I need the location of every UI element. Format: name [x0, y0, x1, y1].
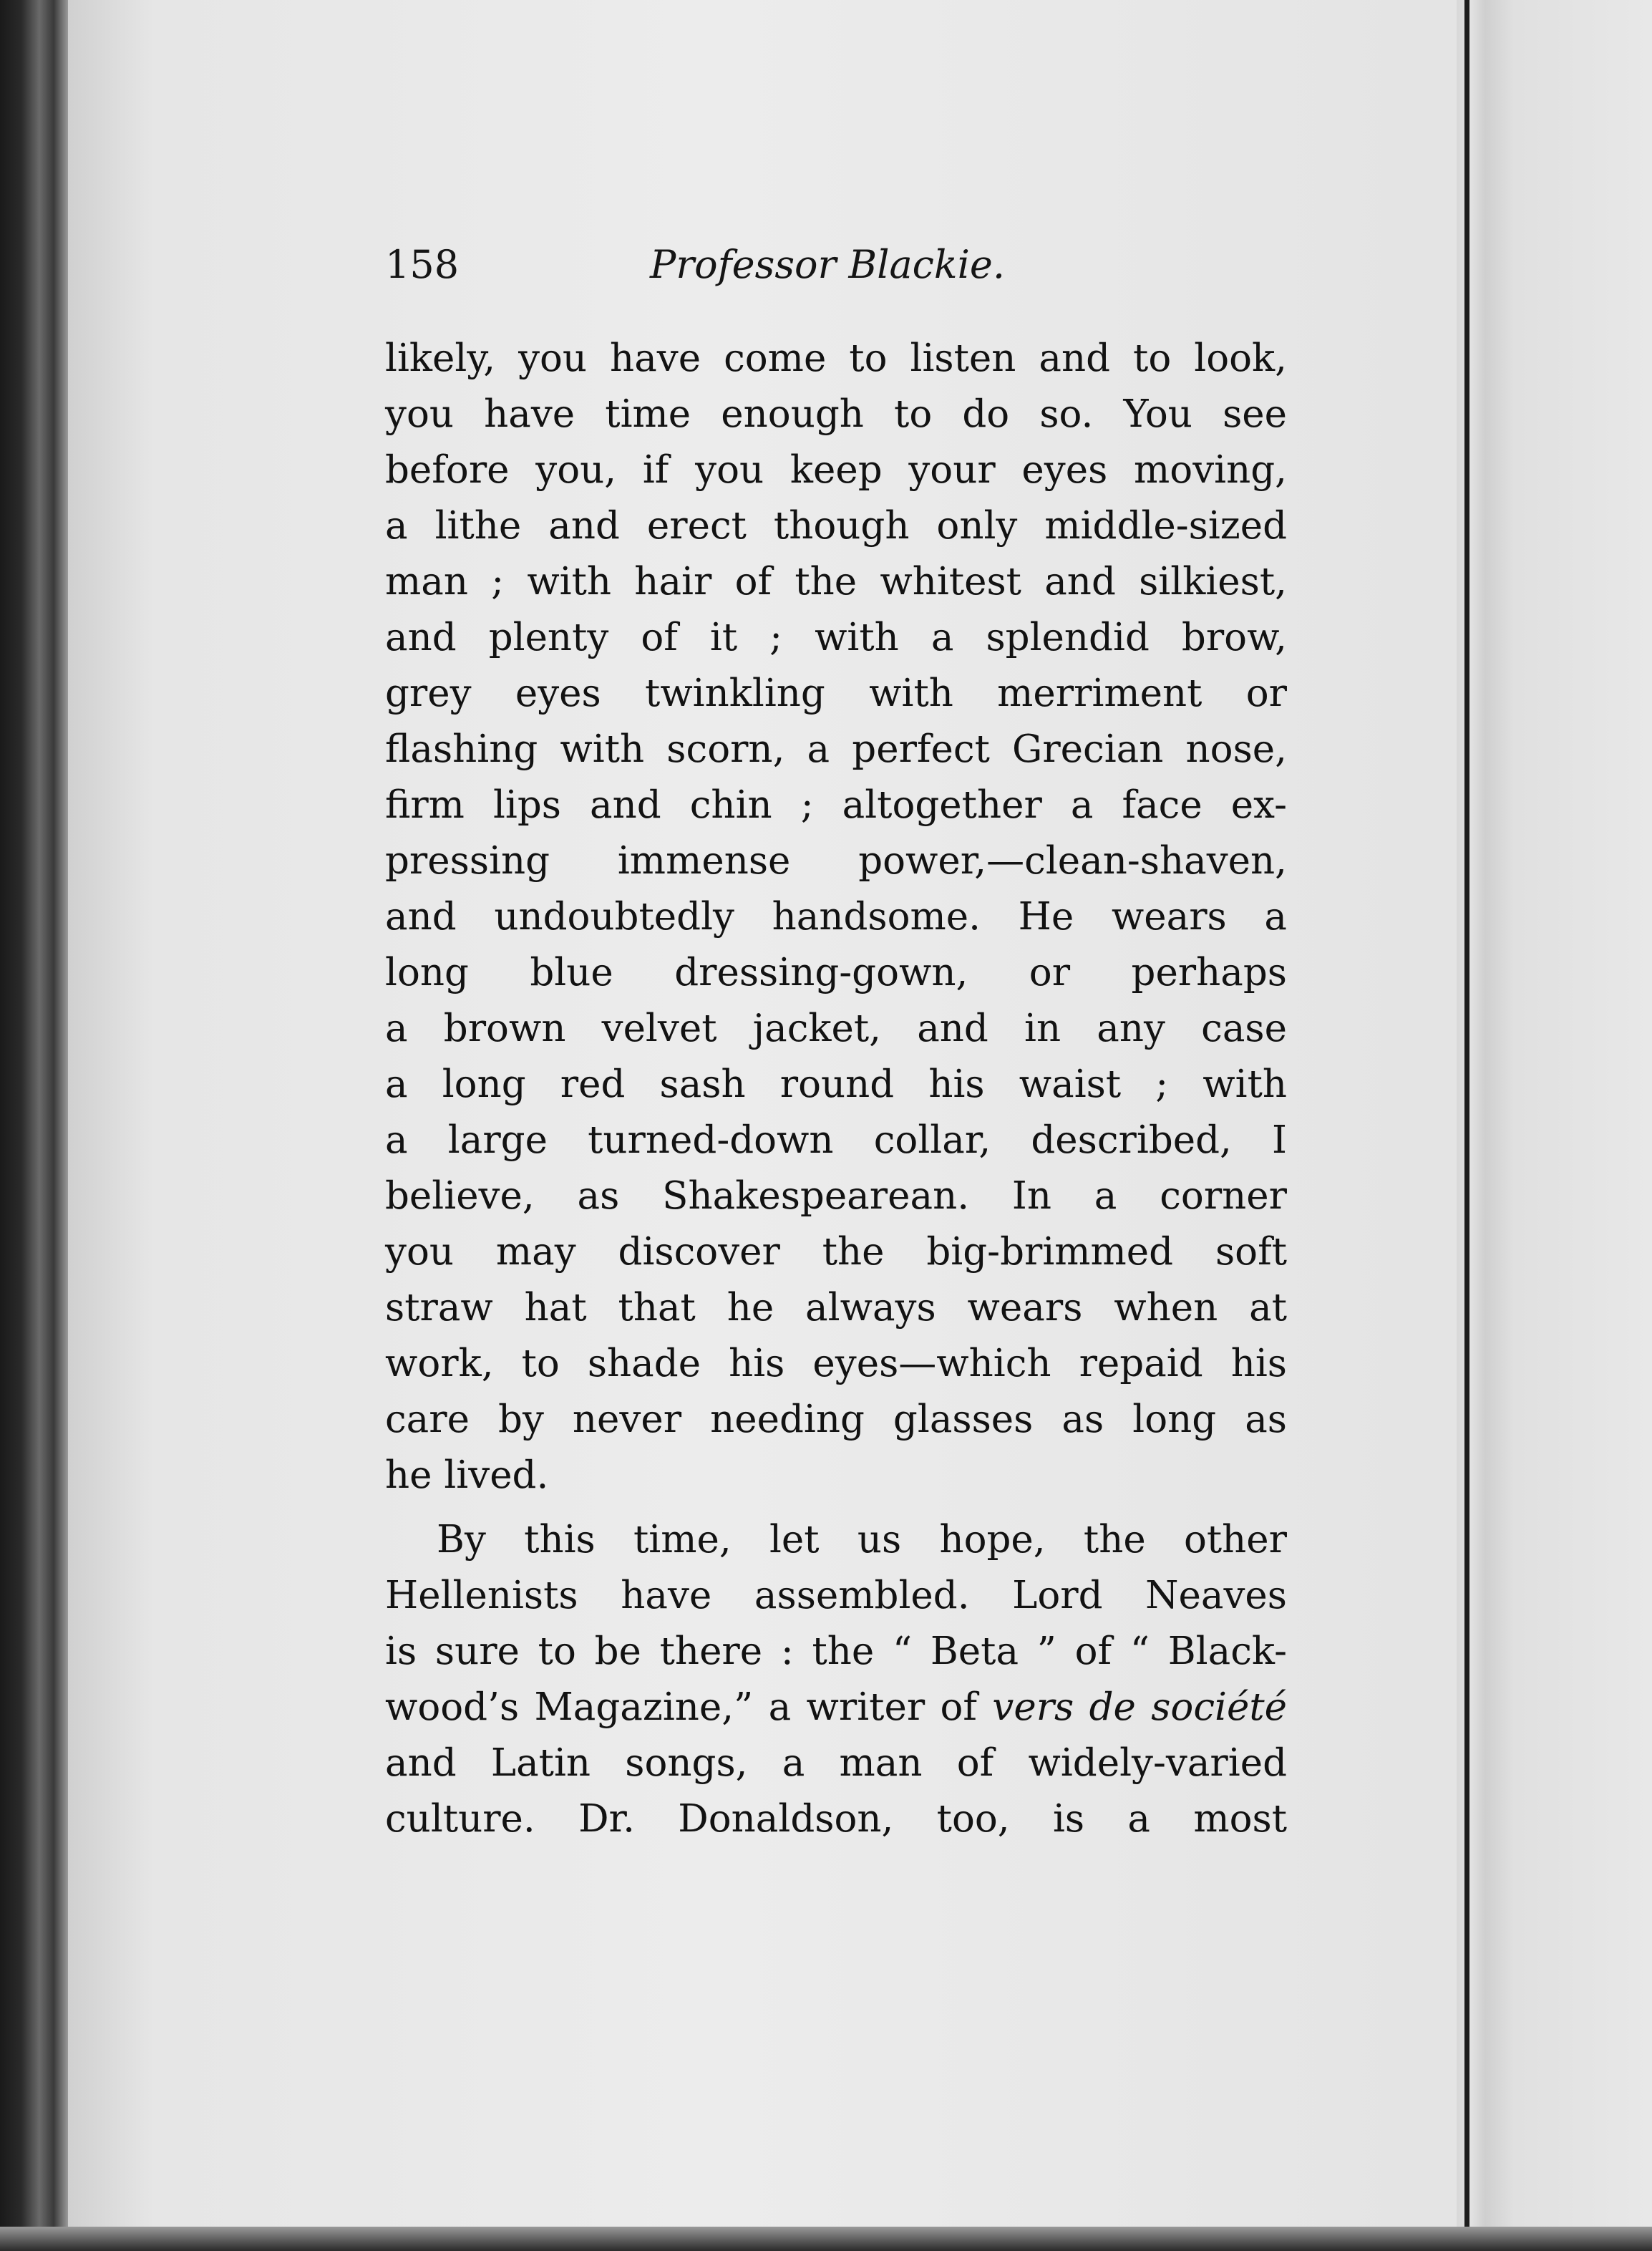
text-line: [385, 1680, 1287, 1736]
text-line: and Latin songs, a man of widely-varied: [385, 1741, 1287, 1785]
text-line: firm lips and chin ; altogether a face ex-: [385, 783, 1287, 827]
text-line: work, to shade his eyes—which repaid his: [385, 1342, 1287, 1385]
book-binding-edge: [0, 0, 68, 2251]
page-right-rule: [1464, 0, 1469, 2251]
text-line: pressing immense power,—clean-shaven,: [385, 839, 1287, 883]
text-line: a large turned-down collar, described, I: [385, 1118, 1287, 1162]
paragraph-1: [385, 331, 1287, 1504]
text-line: a lithe and erect though only middle-sized: [385, 504, 1287, 548]
text-line: he lived.: [385, 1453, 549, 1497]
page-right-edge: [1457, 0, 1652, 2251]
text-line: a brown velvet jacket, and in any case: [385, 1007, 1287, 1050]
text-line: By this time, let us hope, the other: [437, 1518, 1287, 1562]
text-line: likely, you have come to listen and to look,: [385, 337, 1287, 380]
paragraph-gap: [385, 1504, 1287, 1512]
body-text: [385, 331, 1287, 1847]
text-line: Hellenists have assembled. Lord Neaves: [385, 1574, 1287, 1617]
page-header: [385, 242, 1287, 294]
text-line: before you, if you keep your eyes moving,: [385, 448, 1287, 492]
text-line: a long red sash round his waist ; with: [385, 1062, 1287, 1106]
text-line: flashing with scorn, a perfect Grecian nose,: [385, 727, 1287, 771]
page-number: 158: [385, 242, 460, 287]
text-line: you may discover the big-brimmed soft: [385, 1230, 1287, 1274]
text-line: is sure to be there : the “ Beta ” of “ Black-: [385, 1630, 1287, 1673]
text-line: believe, as Shakespearean. In a corner: [385, 1174, 1287, 1218]
text-line: long blue dressing-gown, or perhaps: [385, 951, 1287, 994]
text-line: and plenty of it ; with a splendid brow,: [385, 616, 1287, 659]
italic-phrase: vers de société: [992, 1685, 1287, 1729]
text-line: care by never needing glasses as long as: [385, 1398, 1287, 1441]
running-title: Professor Blackie.: [650, 242, 1006, 287]
text-line: and undoubtedly handsome. He wears a: [385, 895, 1287, 939]
text-line: man ; with hair of the whitest and silkiest,: [385, 560, 1287, 604]
text-run: wood’s Magazine,” a writer of: [385, 1685, 993, 1729]
paragraph-2: [385, 1512, 1287, 1847]
text-line: you have time enough to do so. You see: [385, 392, 1287, 436]
text-line: grey eyes twinkling with merriment or: [385, 672, 1287, 715]
text-line: culture. Dr. Donaldson, too, is a most: [385, 1797, 1287, 1841]
text-line: straw hat that he always wears when at: [385, 1286, 1287, 1330]
page-bottom-edge: [0, 2227, 1652, 2251]
